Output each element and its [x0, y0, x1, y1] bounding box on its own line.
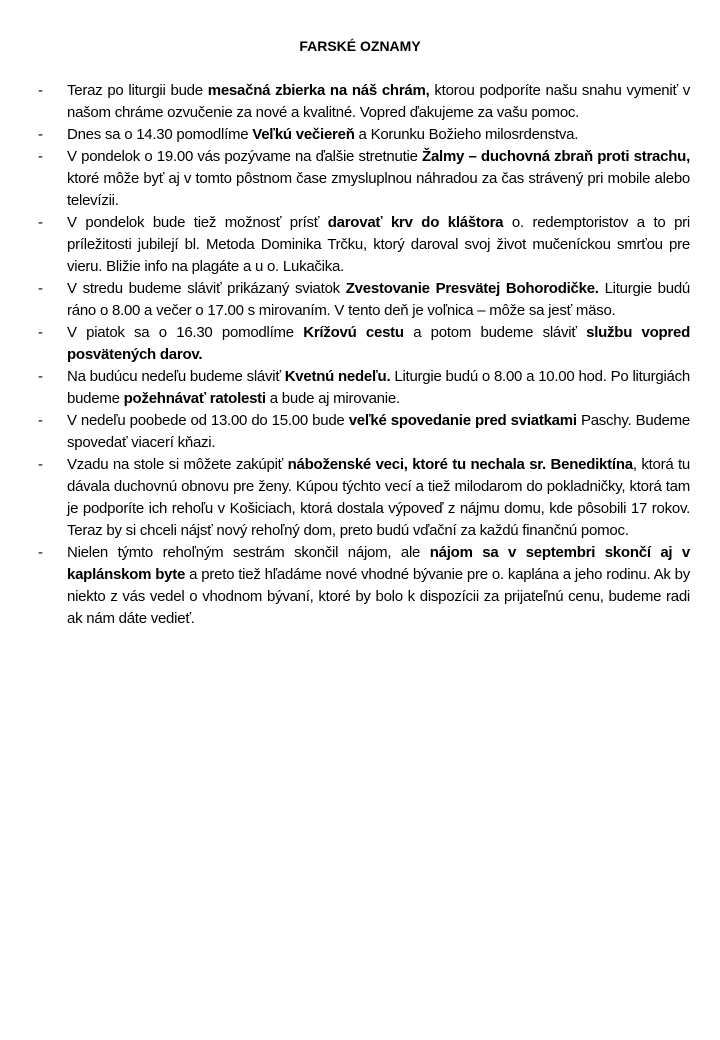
bullet-dash: - [38, 324, 43, 341]
bold-text: službu vopred posvätených darov. [67, 324, 690, 363]
bullet-dash: - [38, 214, 43, 231]
text: Dnes sa o 14.30 pomodlíme [67, 126, 253, 143]
bold-text: požehnávať ratolesti [123, 390, 266, 407]
announcement-item [38, 80, 690, 124]
text: Liturgie budú o 8.00 a 10.00 hod. Po liturgiách budeme [67, 368, 690, 407]
bold-text: veľké spovedanie pred sviatkami [348, 412, 577, 429]
bullet-dash: - [38, 126, 43, 143]
text: V stredu budeme sláviť prikázaný sviatok [67, 280, 346, 297]
bullet-dash: - [38, 456, 43, 473]
text: , ktorá tu dávala duchovnú obnovu pre ženy. Kúpou týchto vecí a tiež milodarom do pokladničky, ktorá tam je podporíte ich rehoľu v Košiciach, ktorá dostala výpoveď z nájmu domu, kde pôsobili 17 rokov. Teraz by si chceli nájsť nový rehoľný dom, preto budú vďační za každú finančnú pomoc. [67, 456, 691, 539]
page-title: FARSKÉ OZNAMY [299, 38, 421, 54]
bullet-dash: - [38, 412, 43, 429]
bullet-dash: - [38, 148, 43, 165]
text: Paschy. Budeme spovedať viacerí kňazi. [67, 412, 690, 451]
bullet-dash: - [38, 544, 43, 561]
bold-text: Zvestovanie Presvätej Bohorodičke. [345, 280, 599, 297]
text: o. redemptoristov a to pri príležitosti jubilejí bl. Metoda Dominika Trčku, ktorý daroval svoj život mučeníckou smrťou pre vieru. Bližie info na plagáte a u o. Lukačika. [67, 214, 690, 275]
announcement-item [38, 454, 690, 542]
text: Nielen týmto rehoľným sestrám skončil nájom, ale [67, 544, 430, 561]
text: ktoré môže byť aj v tomto pôstnom čase zmysluplnou náhradou za čas strávený pri mobile alebo televízii. [67, 170, 690, 209]
announcement-item [38, 278, 690, 322]
announcement-item [38, 410, 690, 454]
announcement-item [38, 366, 690, 410]
text: a potom budeme sláviť [403, 324, 587, 341]
announcement-item [38, 542, 690, 630]
bold-text: náboženské veci, ktoré tu nechala sr. Benediktína [287, 456, 633, 473]
bullet-dash: - [38, 368, 43, 385]
text: Teraz po liturgii bude [67, 82, 208, 99]
text: ktorou podporíte našu snahu vymeniť v našom chráme ozvučenie za nové a kvalitné. Vopred ďakujeme za vašu pomoc. [67, 82, 690, 121]
announcement-item [38, 146, 690, 212]
text: V pondelok bude tiež možnosť prísť [67, 214, 328, 231]
bold-text: Veľkú večiereň [252, 126, 355, 143]
text: V nedeľu poobede od 13.00 do 15.00 bude [67, 412, 349, 429]
bold-text: Krížovú cestu [303, 324, 404, 341]
announcement-list [38, 80, 690, 630]
text: Liturgie budú ráno o 8.00 a večer o 17.00 s mirovaním. V tento deň je voľnica – môže sa jesť mäso. [67, 280, 690, 319]
announcement-item [38, 212, 690, 278]
bold-text: mesačná zbierka na náš chrám, [207, 82, 430, 99]
bold-text: darovať krv do kláštora [327, 214, 504, 231]
text: V piatok sa o 16.30 pomodlíme [67, 324, 304, 341]
text: V pondelok o 19.00 vás pozývame na ďalšie stretnutie [67, 148, 423, 165]
bullet-dash: - [38, 82, 43, 99]
bold-text: nájom sa v septembri skončí aj v kaplánskom byte [67, 544, 691, 583]
bullet-dash: - [38, 280, 43, 297]
bold-text: Kvetnú nedeľu. [284, 368, 391, 385]
announcement-item [38, 322, 690, 366]
text: a preto tiež hľadáme nové vhodné bývanie pre o. kaplána a jeho rodinu. Ak by niekto z vás vedel o vhodnom bývaní, ktoré by bolo k dispozícii za prijateľnú cenu, budeme radi ak nám dáte vedieť. [67, 566, 690, 627]
announcement-item [38, 124, 690, 146]
text: Vzadu na stole si môžete zakúpiť [67, 456, 288, 473]
text: a Korunku Božieho milosrdenstva. [354, 126, 579, 143]
text: a bude aj mirovanie. [265, 390, 400, 407]
text: Na budúcu nedeľu budeme sláviť [67, 368, 285, 385]
bold-text: Žalmy – duchovná zbraň proti strachu, [422, 148, 690, 165]
